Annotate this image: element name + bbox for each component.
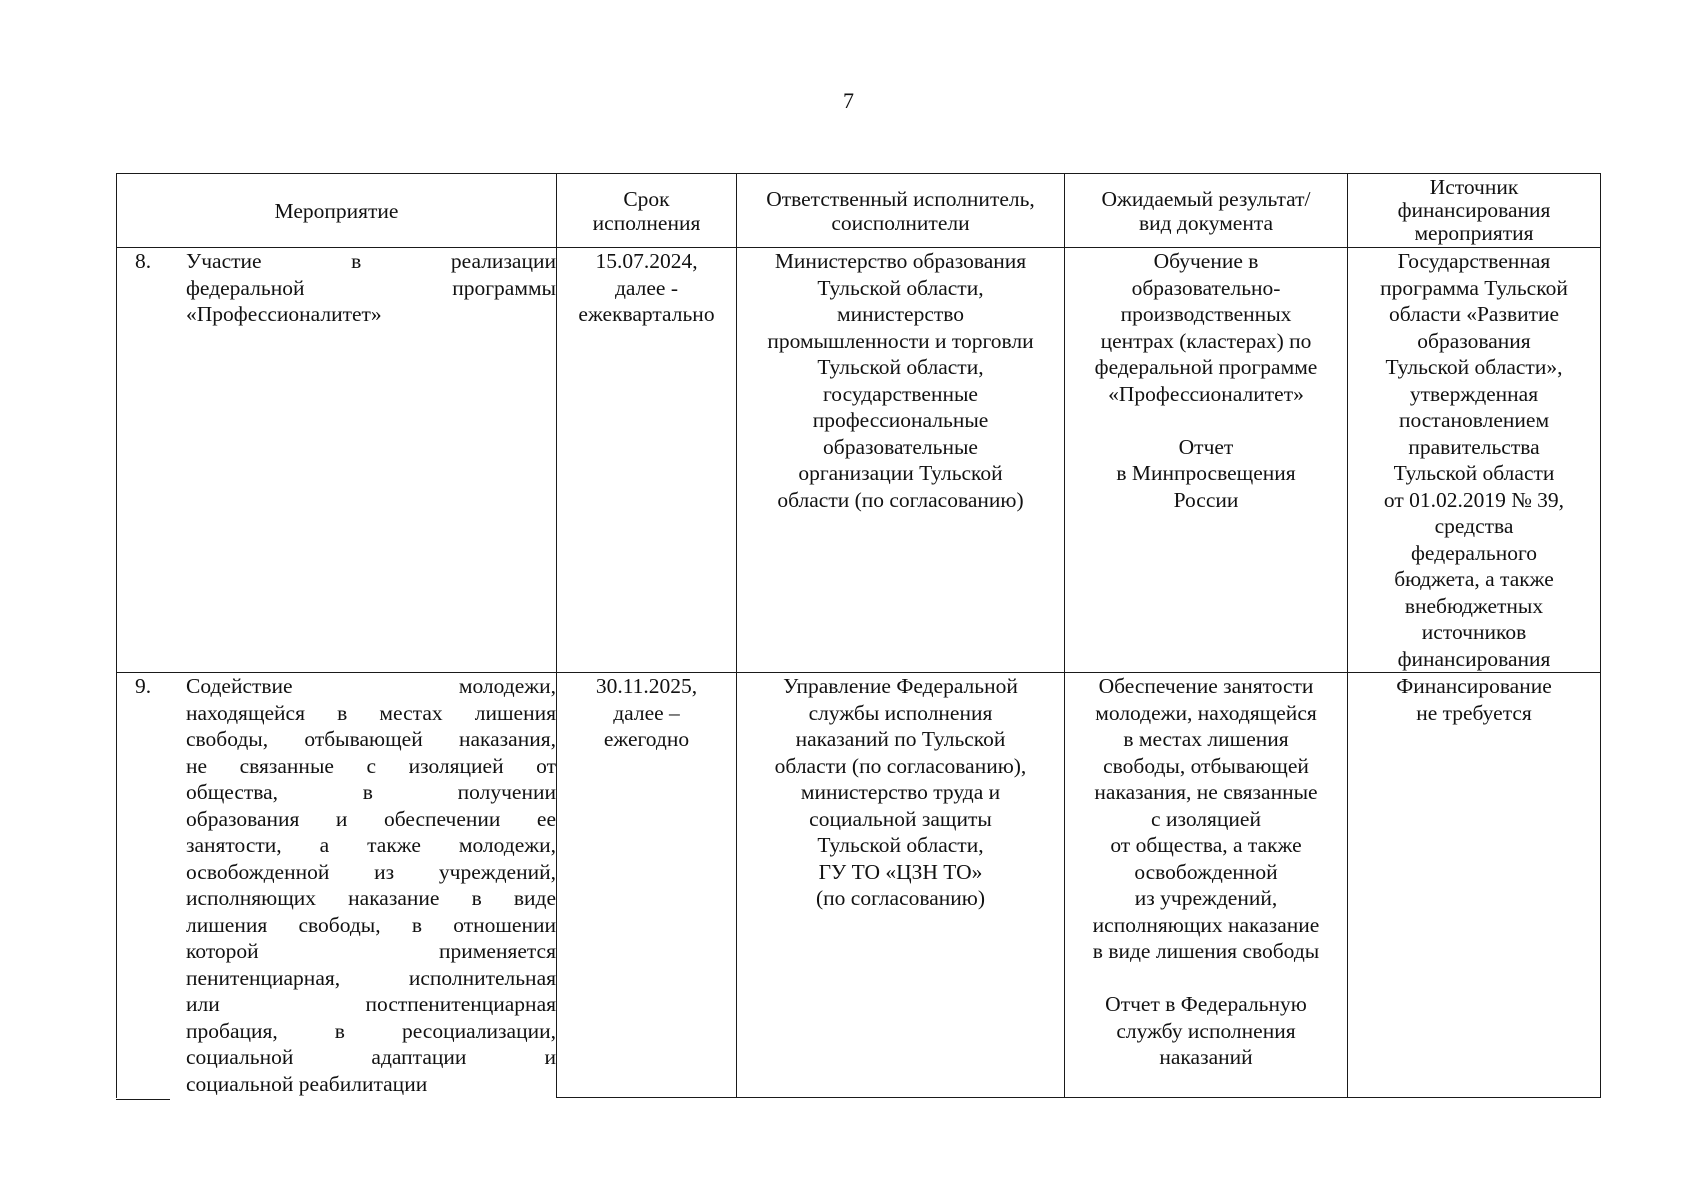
text-line: Отчет <box>1178 434 1234 459</box>
table-bottom-border-segment <box>116 1099 170 1100</box>
responsible-cell <box>737 248 1065 673</box>
text-line: наказания, не связанные <box>1094 780 1318 804</box>
text-line: Тульской области, <box>817 833 984 857</box>
text-line: с изоляцией <box>1151 806 1261 831</box>
text-line: центрах (кластерах) по <box>1100 328 1312 353</box>
text-line: не требуется <box>1416 700 1532 725</box>
text-line: Ожидаемый результат/ <box>1101 186 1311 211</box>
text-line: постановлением <box>1398 408 1550 432</box>
row-number: 9. <box>135 674 152 698</box>
text-line: образования <box>1417 328 1531 353</box>
text-line: социальной защиты <box>809 806 992 831</box>
text-line: области (по согласованию) <box>777 487 1024 512</box>
text-line: не связанные с изоляцией от <box>186 753 556 778</box>
text-line: ежеквартально <box>578 302 715 326</box>
page-number: 7 <box>843 88 854 113</box>
source-cell <box>1348 673 1601 1098</box>
text-line: пенитенциарная, исполнительная <box>186 965 556 990</box>
text-line: наказаний <box>1159 1045 1253 1069</box>
text-line: Содействие молодежи, <box>186 674 556 698</box>
text-line: вид документа <box>1138 210 1274 235</box>
text-line: (по согласованию) <box>815 886 986 910</box>
text-line: мероприятия <box>1414 221 1534 245</box>
text-line: в Минпросвещения <box>1116 461 1296 485</box>
text-line: Министерство образования <box>774 249 1027 273</box>
text-line: бюджета, а также <box>1394 567 1554 591</box>
text-line: министерство <box>836 302 965 326</box>
header-event <box>117 174 557 248</box>
text-line: от общества, а также <box>1110 833 1302 857</box>
source-cell <box>1348 248 1601 673</box>
text-line: образовательные <box>823 434 978 459</box>
text-line: Мероприятие <box>274 198 399 223</box>
text-line: министерство труда и <box>800 780 1001 804</box>
header-source <box>1348 174 1601 248</box>
text-line: от 01.02.2019 № 39, <box>1383 487 1565 512</box>
text-line: свободы, отбывающей наказания, <box>186 727 556 751</box>
text-line: находящейся в местах лишения <box>186 700 556 725</box>
text-line: или постпенитенциарная <box>186 992 556 1016</box>
blank-line <box>1065 407 1347 434</box>
text-line: Государственная <box>1397 249 1551 273</box>
text-line: соисполнители <box>831 210 970 235</box>
text-line: пробация, в ресоциализации, <box>186 1018 556 1043</box>
text-line: далее – <box>613 700 680 725</box>
text-line: России <box>1173 487 1239 512</box>
text-line: средства <box>1434 514 1514 538</box>
text-line: социальной адаптации и <box>186 1045 556 1069</box>
text-line: освобожденной <box>1134 859 1278 884</box>
event-text <box>186 248 556 328</box>
text-line: освобожденной из учреждений, <box>186 859 556 884</box>
text-line: ГУ ТО «ЦЗН ТО» <box>818 859 983 884</box>
text-line: федеральной программы <box>186 275 556 300</box>
text-line: области «Развитие <box>1388 302 1560 326</box>
text-line: Источник <box>1429 175 1519 199</box>
text-line: Ответственный исполнитель, <box>766 186 1035 211</box>
text-line: финансирования <box>1397 646 1551 671</box>
text-line: внебюджетных <box>1404 593 1544 618</box>
event-text <box>186 673 556 1097</box>
table-row <box>117 248 1601 673</box>
text-line: Обеспечение занятости <box>1098 674 1314 698</box>
text-line: правительства <box>1408 434 1540 459</box>
text-line: из учреждений, <box>1134 886 1278 910</box>
text-line: Тульской области, <box>817 275 984 300</box>
text-line: программа Тульской <box>1380 275 1568 300</box>
text-line: утвержденная <box>1409 381 1539 406</box>
text-line: «Профессионалитет» <box>1108 381 1304 406</box>
text-line: службу исполнения <box>1116 1018 1296 1043</box>
text-line: федерального <box>1411 540 1537 565</box>
deadline-cell <box>557 673 737 1098</box>
text-line: исполняющих наказание <box>1092 912 1320 937</box>
text-line: области (по согласованию), <box>774 753 1027 778</box>
text-line: свободы, отбывающей <box>1103 753 1309 778</box>
text-line: источников <box>1421 620 1527 644</box>
text-line: занятости, а также молодежи, <box>186 833 556 857</box>
text-line: Тульской области, <box>817 355 984 379</box>
text-line: молодежи, находящейся <box>1095 700 1317 725</box>
text-line: Обучение в <box>1153 249 1259 273</box>
text-line: федеральной программе <box>1094 355 1318 379</box>
event-cell <box>117 248 557 673</box>
text-line: в местах лишения <box>1123 727 1289 751</box>
header-result <box>1065 174 1348 248</box>
responsible-cell <box>737 673 1065 1098</box>
text-line: Отчет в Федеральную <box>1105 992 1307 1016</box>
blank-line <box>1065 965 1347 992</box>
text-line: государственные <box>823 381 978 406</box>
text-line: исполняющих наказание в виде <box>186 886 556 910</box>
event-cell <box>117 673 557 1098</box>
text-line: Тульской области <box>1393 461 1555 485</box>
text-line: образования и обеспечении ее <box>186 806 556 831</box>
text-line: 15.07.2024, <box>595 249 698 273</box>
result-cell <box>1065 673 1348 1098</box>
text-line: Управление Федеральной <box>783 674 1018 698</box>
text-line: промышленности и торговли <box>767 328 1034 353</box>
text-line: организации Тульской <box>798 461 1003 485</box>
header-responsible <box>737 174 1065 248</box>
text-line: Финансирование <box>1396 674 1552 698</box>
deadline-cell <box>557 248 737 673</box>
text-line: которой применяется <box>186 939 556 963</box>
row-number: 8. <box>135 249 152 273</box>
text-line: исполнения <box>592 210 701 235</box>
text-line: лишения свободы, в отношении <box>186 912 556 937</box>
text-line: социальной реабилитации <box>186 1071 428 1096</box>
text-line: службы исполнения <box>808 700 993 725</box>
text-line: общества, в получении <box>186 780 556 804</box>
text-line: образовательно- <box>1131 275 1281 300</box>
text-line: Участие в реализации <box>186 249 556 273</box>
text-line: «Профессионалитет» <box>186 302 382 326</box>
text-line: Срок <box>623 186 670 211</box>
table-row <box>117 673 1601 1098</box>
result-cell <box>1065 248 1348 673</box>
header-deadline <box>557 174 737 248</box>
text-line: Тульской области», <box>1385 355 1563 379</box>
table-header-row <box>117 174 1601 248</box>
activities-table <box>116 173 1601 1098</box>
text-line: далее - <box>614 275 679 300</box>
text-line: 30.11.2025, <box>595 674 698 698</box>
text-line: наказаний по Тульской <box>795 727 1006 751</box>
text-line: производственных <box>1120 302 1292 326</box>
text-line: профессиональные <box>812 408 989 432</box>
text-line: в виде лишения свободы <box>1092 939 1320 963</box>
text-line: финансирования <box>1397 198 1551 222</box>
text-line: ежегодно <box>603 727 690 751</box>
